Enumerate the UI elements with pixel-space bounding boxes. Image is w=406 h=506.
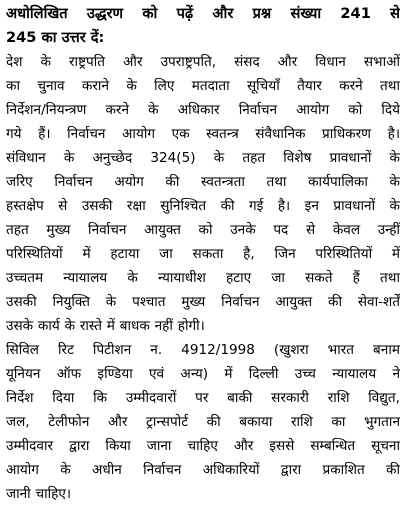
paragraph-line: निर्देशन/नियन्त्रण करने के अधिकार निर्वाचन आयोग को दिये <box>6 102 400 118</box>
passage-instruction-heading <box>6 2 400 50</box>
heading-line: 245 का उत्तर दें: <box>6 29 105 46</box>
paragraph-line: उम्मीदवार द्वारा किया जाना चाहिए और इससे सम्बन्धित सूचना <box>6 438 400 454</box>
paragraph-line: निर्देश दिया कि उम्मीदवारों पर बाकी सरकारी राशि विद्युत, <box>6 390 400 406</box>
paragraph-line: यूनियन ऑफ इण्डिया एवं अन्य) में दिल्ली उच्च न्यायालय ने <box>6 366 400 382</box>
paragraph-line: हस्तक्षेप से उसकी रक्षा सुनिश्चित की गई है। इन प्रावधानों के <box>6 198 400 214</box>
paragraph-line: सिविल रिट पिटीशन न. 4912/1998 (खुशरा भारत बनाम <box>6 342 400 358</box>
passage-paragraph-1 <box>6 50 400 338</box>
paragraph-line: परिस्थितियों में हटाया जा सकता है, जिन परिस्थितियों में <box>6 246 400 262</box>
paragraph-line: आयोग के अधीन निर्वाचन अधिकारियों द्वारा प्रकाशित की <box>6 462 400 478</box>
paragraph-line: जरिए निर्वाचन अयोग की स्वतन्त्रता तथा कार्यपालिका के <box>6 174 400 190</box>
paragraph-line: का चुनाव कराने के लिए मतदाता सूचियाँ तैयार करने तथा <box>6 78 400 94</box>
paragraph-line: उसके कार्य के रास्ते में बाधक नहीं होगी। <box>6 318 205 334</box>
paragraph-line: संविधान के अनुच्छेद 324(5) के तहत विशेष प्रावधानों के <box>6 150 400 166</box>
heading-line: अधोलिखित उद्धरण को पढ़ें और प्रश्न संख्या 241 से <box>6 5 400 22</box>
paragraph-line: देश के राष्ट्रपति और उपराष्ट्रपति, संसद और विधान सभाओं <box>6 54 400 70</box>
paragraph-line: गये हैं। निर्वाचन आयोग एक स्वतन्त्र संवैधानिक प्राधिकरण है। <box>6 126 400 142</box>
paragraph-line: उसकी नियुक्ति के पश्चात मुख्य निर्वाचन आयुक्त की सेवा-शर्तें <box>6 294 400 310</box>
passage-paragraph-2 <box>6 338 400 506</box>
paragraph-line: उच्चतम न्यायालय के न्यायाधीश हटाए जा सकते हैं तथा <box>6 270 400 286</box>
paragraph-line: जानी चाहिए। <box>6 486 72 502</box>
paragraph-line: तहत मुख्य निर्वाचन आयुक्त को उनके पद से केवल उन्हीं <box>6 222 400 238</box>
paragraph-line: जल, टेलीफोन और ट्रान्सपोर्ट की बकाया राशि का भुगतान <box>6 414 400 430</box>
